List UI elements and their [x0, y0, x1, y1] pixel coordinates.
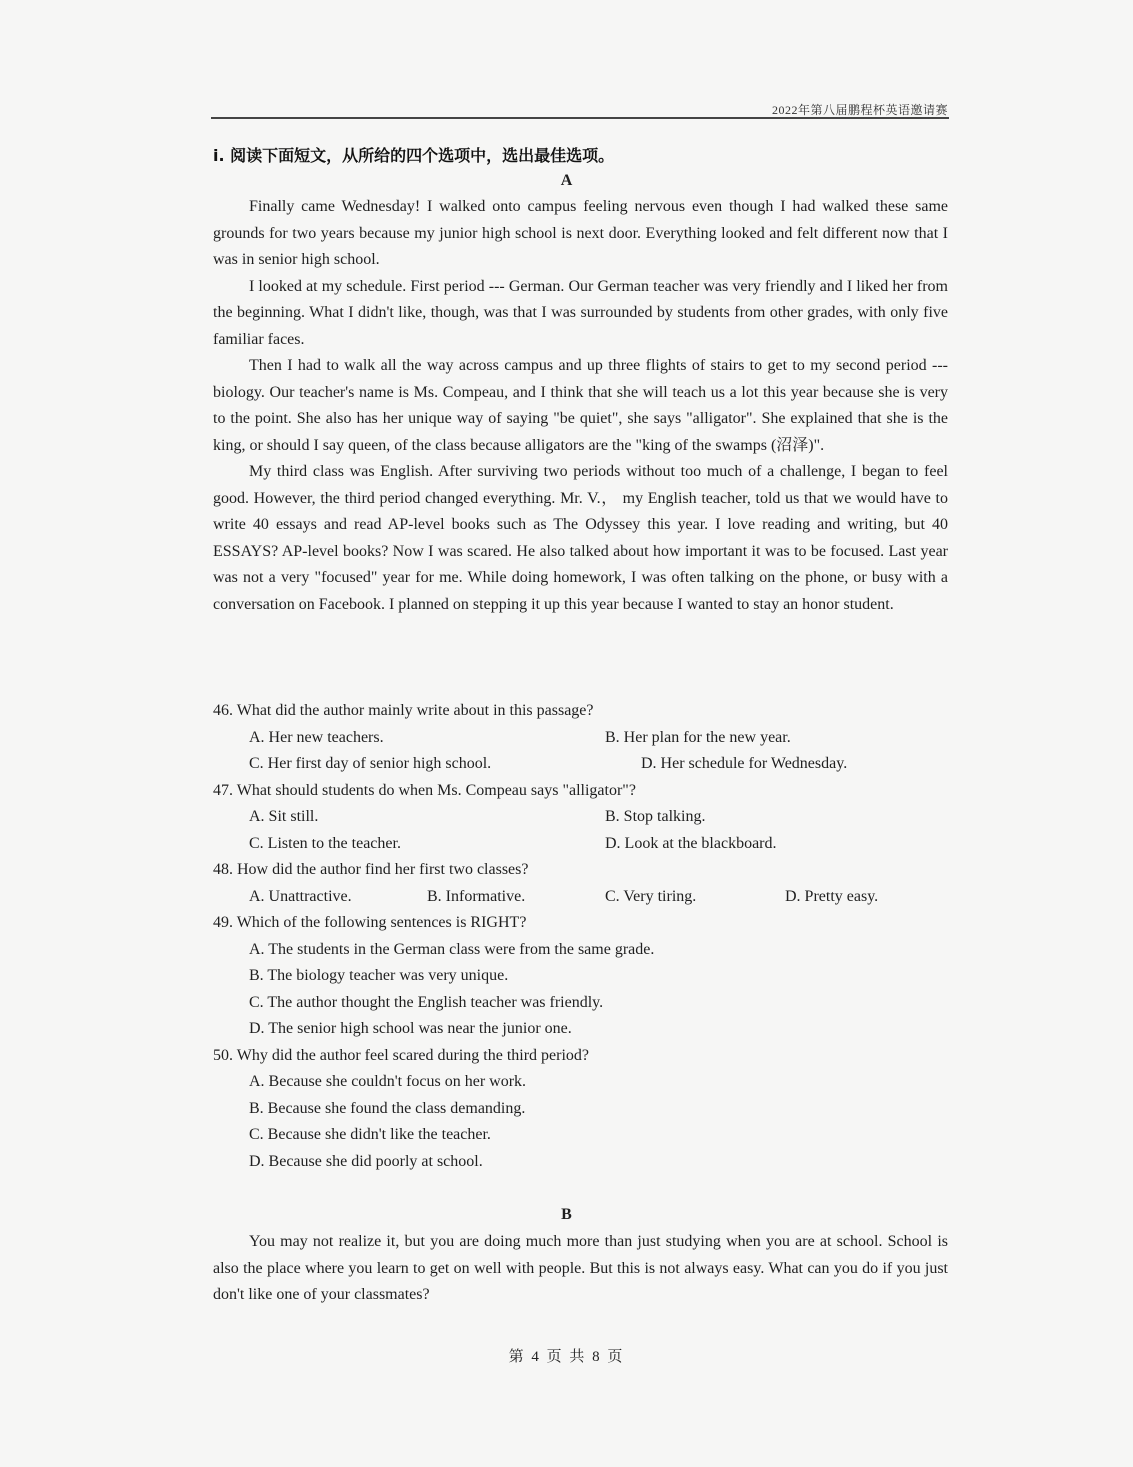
option-c: C. Very tiring.: [605, 887, 697, 905]
paragraph: My third class was English. After surviving two periods without too much of a challenge, I began to feel good. However, the third period changed everything. Mr. V.， my English teacher, told us that we would have to write 40 essays and read AP-level books such as The Odyssey this year. I love reading and writing, but 40 ESSAYS? AP-level books? Now I was scared. He also talked about how important it was to be focused. Last year was not a very "focused" year for me. While doing homework, I was often talking on the phone, or busy with a conversation on Facebook. I planned on stepping it up this year because I wanted to stay an honor student.: [213, 463, 948, 613]
question-47-stem: 47. What should students do when Ms. Compeau says "alligator"?: [213, 781, 636, 799]
option-b: B. The biology teacher was very unique.: [249, 967, 509, 984]
option-d: D. Because she did poorly at school.: [249, 1152, 483, 1170]
option-d: D. Look at the blackboard.: [605, 834, 777, 852]
paragraph: You may not realize it, but you are doing much more than just studying when you are at school. School is also the place where you learn to get on well with people. But this is not always easy. What can you do if you just don't like one of your classmates?: [213, 1233, 948, 1303]
option-b: B. Stop talking.: [605, 808, 706, 825]
question-48-stem: 48. How did the author find her first two classes?: [213, 861, 529, 878]
question-47-options-row-1: [213, 804, 948, 831]
question-50-option-b-row: [213, 1096, 948, 1123]
option-a: A. Sit still.: [249, 808, 319, 825]
passage-b: [213, 1229, 948, 1309]
question-50-stem: 50. Why did the author feel scared during the third period?: [213, 1046, 590, 1064]
page-number: 第 4 页 共 8 页: [508, 1349, 625, 1365]
option-a: A. Unattractive.: [249, 887, 352, 905]
question-46-stem: 46. What did the author mainly write about in this passage?: [213, 702, 594, 719]
option-c: C. Listen to the teacher.: [249, 834, 401, 852]
paragraph: Then I had to walk all the way across campus and up three flights of stairs to get to my second period --- biology. Our teacher's name is Ms. Compeau, and I think that she will teach us a lot this year because she is very to the point. She also has her unique way of saying "be quiet", she says "alligator". She explained that she is the king, or should I say queen, of the class because alligators are the "king of the swamps (沼泽)".: [213, 357, 948, 454]
question-49-option-a-row: [213, 937, 948, 964]
question-49-option-c-row: [213, 990, 948, 1017]
option-c: C. Because she didn't like the teacher.: [249, 1126, 491, 1143]
option-d: D. Her schedule for Wednesday.: [641, 755, 848, 772]
section-heading: i. 阅读下面短文，从所给的四个选项中，选出最佳选项。: [213, 146, 615, 165]
option-b: B. Because she found the class demanding.: [249, 1099, 526, 1117]
question-49-option-d-row: [213, 1016, 948, 1043]
option-b: B. Her plan for the new year.: [605, 728, 791, 746]
paragraph: I looked at my schedule. First period --- German. Our German teacher was very friendly and I liked her from the beginning. What I didn't like, though, was that I was surrounded by students from other grades, with only five familiar faces.: [213, 277, 948, 348]
option-c: C. Her first day of senior high school.: [249, 755, 492, 772]
question-48-options-row: [213, 884, 948, 911]
option-b: B. Informative.: [427, 887, 526, 905]
header-title: 2022年第八届鹏程杯英语邀请赛: [771, 103, 948, 117]
option-a: A. The students in the German class were from the same grade.: [249, 940, 655, 958]
passage-a: [213, 194, 948, 618]
question-46-options-row-1: [213, 725, 948, 752]
question-50-option-c-row: [213, 1122, 948, 1149]
paragraph: Finally came Wednesday! I walked onto campus feeling nervous even though I had walked these same grounds for two years because my junior high school is next door. Everything looked and felt different now that I was in senior high school.: [213, 198, 948, 268]
question-49-stem: 49. Which of the following sentences is RIGHT?: [213, 914, 527, 931]
option-d: D. Pretty easy.: [785, 887, 879, 905]
option-c: C. The author thought the English teacher was friendly.: [249, 993, 604, 1011]
question-50-option-a-row: [213, 1069, 948, 1096]
option-a: A. Her new teachers.: [249, 728, 384, 746]
part-a-label: A: [560, 172, 573, 189]
option-a: A. Because she couldn't focus on her work.: [249, 1073, 527, 1090]
option-d: D. The senior high school was near the junior one.: [249, 1020, 572, 1037]
part-b-label: B: [561, 1206, 572, 1223]
question-50-option-d-row: [213, 1149, 948, 1176]
question-47-options-row-2: [213, 831, 948, 858]
question-46-options-row-2: [213, 751, 948, 778]
header-rule: [211, 117, 949, 119]
question-49-option-b-row: [213, 963, 948, 990]
question-list: [213, 698, 948, 1175]
